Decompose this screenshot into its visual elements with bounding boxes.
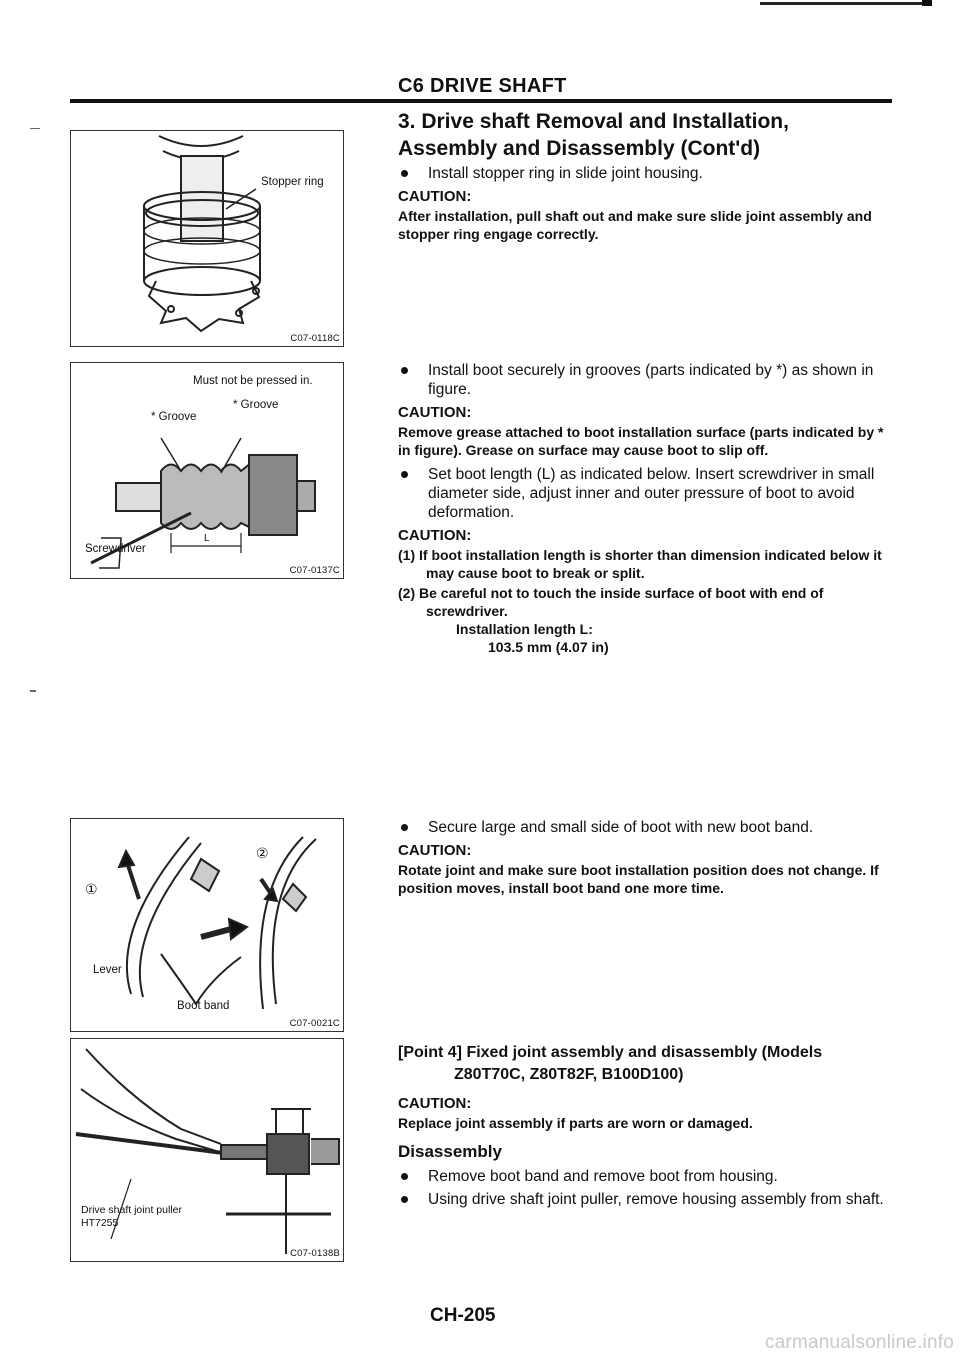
caution-text: Remove grease attached to boot installation surface (parts indicated by * in figure). Grease on surface may cause boot to slip off.: [398, 424, 884, 458]
spec-label: Installation length L:: [456, 621, 593, 637]
page-number: CH-205: [430, 1305, 496, 1326]
groove-label-left: * Groove: [151, 411, 197, 423]
caution-item: (2) Be careful not to touch the inside surface of boot with end of screwdriver.: [398, 585, 824, 619]
puller-part-number: HT7255: [81, 1217, 119, 1229]
step-boot-band: [398, 818, 898, 897]
caution-text: Replace joint assembly if parts are worn or damaged.: [398, 1115, 753, 1131]
instruction-bullet: Install boot securely in grooves (parts indicated by *) as shown in figure.: [398, 361, 898, 399]
instruction-bullet: Using drive shaft joint puller, remove housing assembly from shaft.: [398, 1190, 898, 1209]
scan-mark-end: [922, 0, 932, 6]
instruction-bullet: Secure large and small side of boot with new boot band.: [398, 818, 898, 837]
boot-band-label: Boot band: [177, 1000, 230, 1012]
caution-label: CAUTION:: [398, 842, 472, 859]
margin-mark: [30, 690, 36, 692]
section-title: C6 DRIVE SHAFT: [398, 75, 567, 97]
point4-section: [398, 1042, 898, 1213]
figure-boot-grooves: [70, 362, 344, 579]
step1-marker: ①: [85, 881, 98, 897]
must-not-press-label: Must not be pressed in.: [193, 375, 313, 387]
caution-text: Rotate joint and make sure boot installation position does not change. If position moves, install boot band one more time.: [398, 862, 879, 896]
page-title-line1: 3. Drive shaft Removal and Installation,: [398, 110, 789, 133]
point-heading-line1: [Point 4] Fixed joint assembly and disassembly (Models: [398, 1044, 823, 1061]
caution-text: After installation, pull shaft out and make sure slide joint assembly and stopper ring engage correctly.: [398, 208, 872, 242]
groove-label-right: * Groove: [233, 399, 279, 411]
stopper-ring-label: Stopper ring: [261, 176, 324, 188]
scan-mark: [760, 2, 930, 5]
step-stopper-ring: [398, 164, 898, 243]
point-heading-line2: Z80T70C, Z80T82F, B100D100): [454, 1066, 684, 1083]
step-boot-install: [398, 361, 898, 656]
figure-boot-band: [70, 818, 344, 1032]
instruction-bullet: Set boot length (L) as indicated below. Insert screwdriver in small diameter side, adjust inner and outer pressure of boot to avoid deformation.: [398, 465, 898, 522]
spec-value: 103.5 mm (4.07 in): [488, 639, 609, 655]
caution-label: CAUTION:: [398, 404, 472, 421]
disassembly-heading: Disassembly: [398, 1142, 502, 1161]
figure-code: C07-0021C: [289, 1018, 340, 1029]
figure-code: C07-0137C: [289, 565, 340, 576]
header-rule: [70, 99, 892, 103]
instruction-bullet: Remove boot band and remove boot from housing.: [398, 1167, 898, 1186]
page-title: [398, 108, 898, 162]
figure-stopper-ring: [70, 130, 344, 347]
instruction-bullet: Install stopper ring in slide joint housing.: [398, 164, 898, 183]
figure-joint-puller: [70, 1038, 344, 1262]
figure-code: C07-0118C: [290, 333, 340, 344]
step2-marker: ②: [256, 845, 269, 861]
puller-label: Drive shaft joint puller: [81, 1204, 182, 1216]
margin-mark: [30, 128, 40, 129]
caution-label: CAUTION:: [398, 1095, 472, 1112]
lever-label: Lever: [93, 964, 122, 976]
watermark: carmanualsonline.info: [764, 1332, 954, 1353]
stopper-ring-illustration: [71, 131, 343, 346]
screwdriver-label: Screwdriver: [85, 543, 146, 555]
figure-code: C07-0138B: [290, 1248, 340, 1259]
caution-label: CAUTION:: [398, 188, 472, 205]
page-title-line2: Assembly and Disassembly (Cont'd): [398, 137, 761, 160]
caution-label: CAUTION:: [398, 527, 472, 544]
caution-item: (1) If boot installation length is shorter than dimension indicated below it may cause boot to break or split.: [398, 547, 882, 581]
dimension-label: L: [204, 533, 210, 544]
